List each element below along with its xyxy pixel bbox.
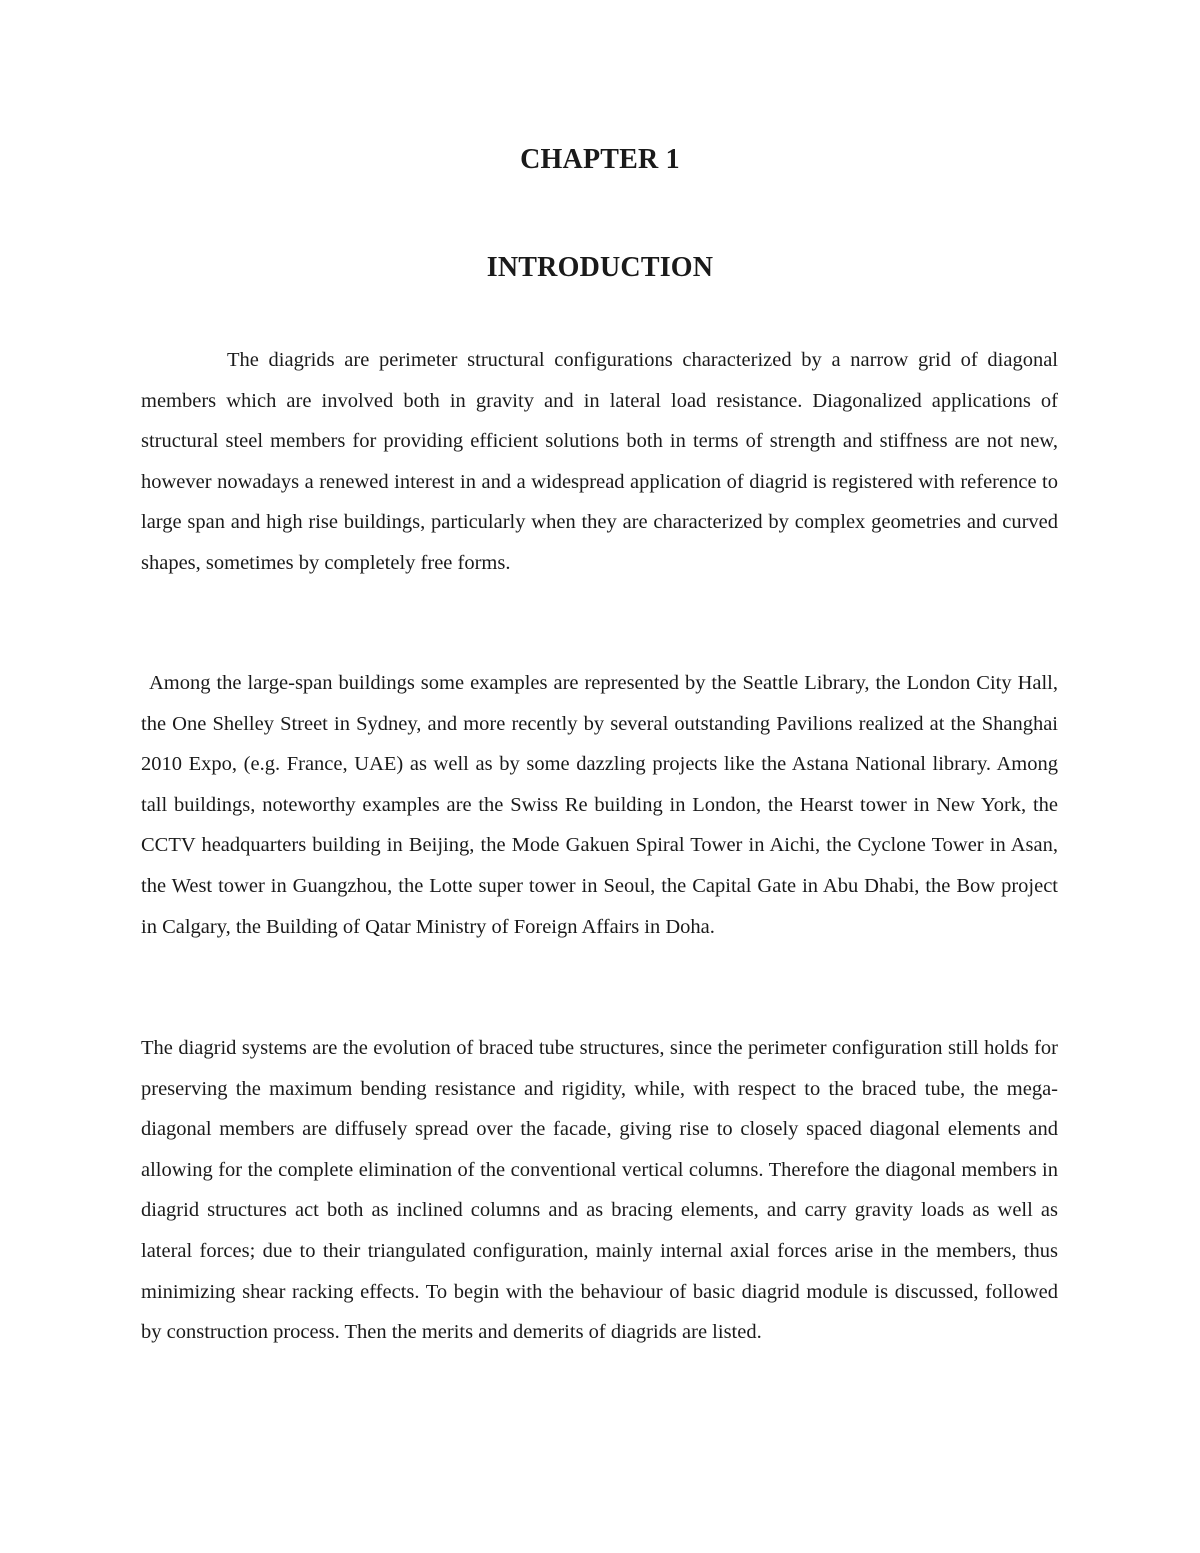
body-paragraph: The diagrids are perimeter structural configurations characterized by a narrow grid of diagonal members which are involved both in gravity and in lateral load resistance. Diagonalized applications of structural steel members for providing efficient solutions both in terms of strength and stiffness are not new, however nowadays a renewed interest in and a widespread application of diagrid is registered with reference to large span and high rise buildings, particularly when they are characterized by complex geometries and curved shapes, sometimes by completely free forms. bbox=[141, 349, 1058, 574]
body-paragraph: Among the large-span buildings some examples are represented by the Seattle Library, the London City Hall, the One Shelley Street in Sydney, and more recently by several outstanding Pavilions realized at the Shanghai 2010 Expo, (e.g. France, UAE) as well as by some dazzling projects like the Astana National library. Among tall buildings, noteworthy examples are the Swiss Re building in London, the Hearst tower in New York, the CCTV headquarters building in Beijing, the Mode Gakuen Spiral Tower in Aichi, the Cyclone Tower in Asan, the West tower in Guangzhou, the Lotte super tower in Seoul, the Capital Gate in Abu Dhabi, the Bow project in Calgary, the Building of Qatar Ministry of Foreign Affairs in Doha. bbox=[141, 672, 1058, 938]
chapter-heading: CHAPTER 1 bbox=[520, 144, 680, 175]
section-heading: INTRODUCTION bbox=[486, 252, 714, 283]
body-paragraph: The diagrid systems are the evolution of braced tube structures, since the perimeter configuration still holds for preserving the maximum bending resistance and rigidity, while, with respect to the braced tube, the mega-diagonal members are diffusely spread over the facade, giving rise to closely spaced diagonal elements and allowing for the complete elimination of the conventional vertical columns. Therefore the diagonal members in diagrid structures act both as inclined columns and as bracing elements, and carry gravity loads as well as lateral forces; due to their triangulated configuration, mainly internal axial forces arise in the members, thus minimizing shear racking effects. To begin with the behaviour of basic diagrid module is discussed, followed by construction process. Then the merits and demerits of diagrids are listed. bbox=[141, 1037, 1058, 1344]
